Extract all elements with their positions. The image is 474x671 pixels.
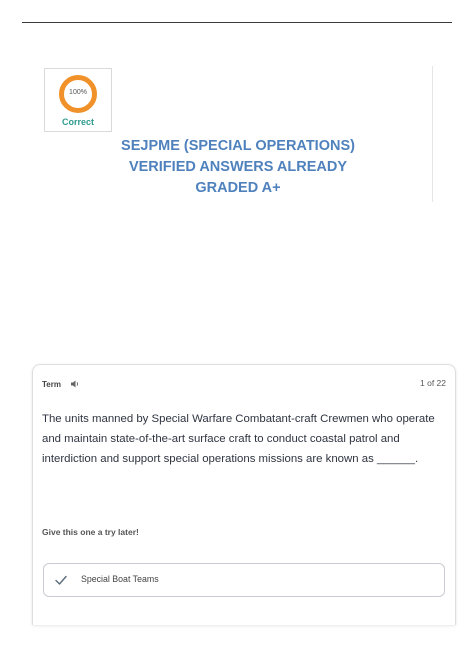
flashcard: [32, 364, 456, 625]
document-title-line: GRADED A+: [195, 180, 281, 196]
document-title: [42, 136, 434, 199]
document-header: [42, 66, 434, 202]
answer-text: Special Boat Teams: [81, 574, 159, 584]
checkmark-icon: [54, 573, 68, 587]
score-percent: 100%: [69, 89, 87, 96]
question-text: The units manned by Special Warfare Combatant-craft Crewmen who operate and maintain state-of-the-art surface craft to conduct coastal patrol and interdiction and support special operations missions are known as ______.: [42, 413, 435, 465]
hint-text: Give this one a try later!: [42, 527, 139, 537]
answer-option[interactable]: [43, 563, 445, 597]
card-counter: 1 of 22: [420, 378, 446, 388]
top-divider: [22, 22, 452, 23]
document-title-line: SEJPME (SPECIAL OPERATIONS): [121, 138, 355, 154]
score-badge: [44, 68, 112, 132]
score-label: Correct: [61, 117, 94, 127]
speaker-icon[interactable]: [70, 379, 80, 389]
term-label: Term: [42, 380, 61, 389]
document-title-line: VERIFIED ANSWERS ALREADY: [128, 159, 348, 175]
